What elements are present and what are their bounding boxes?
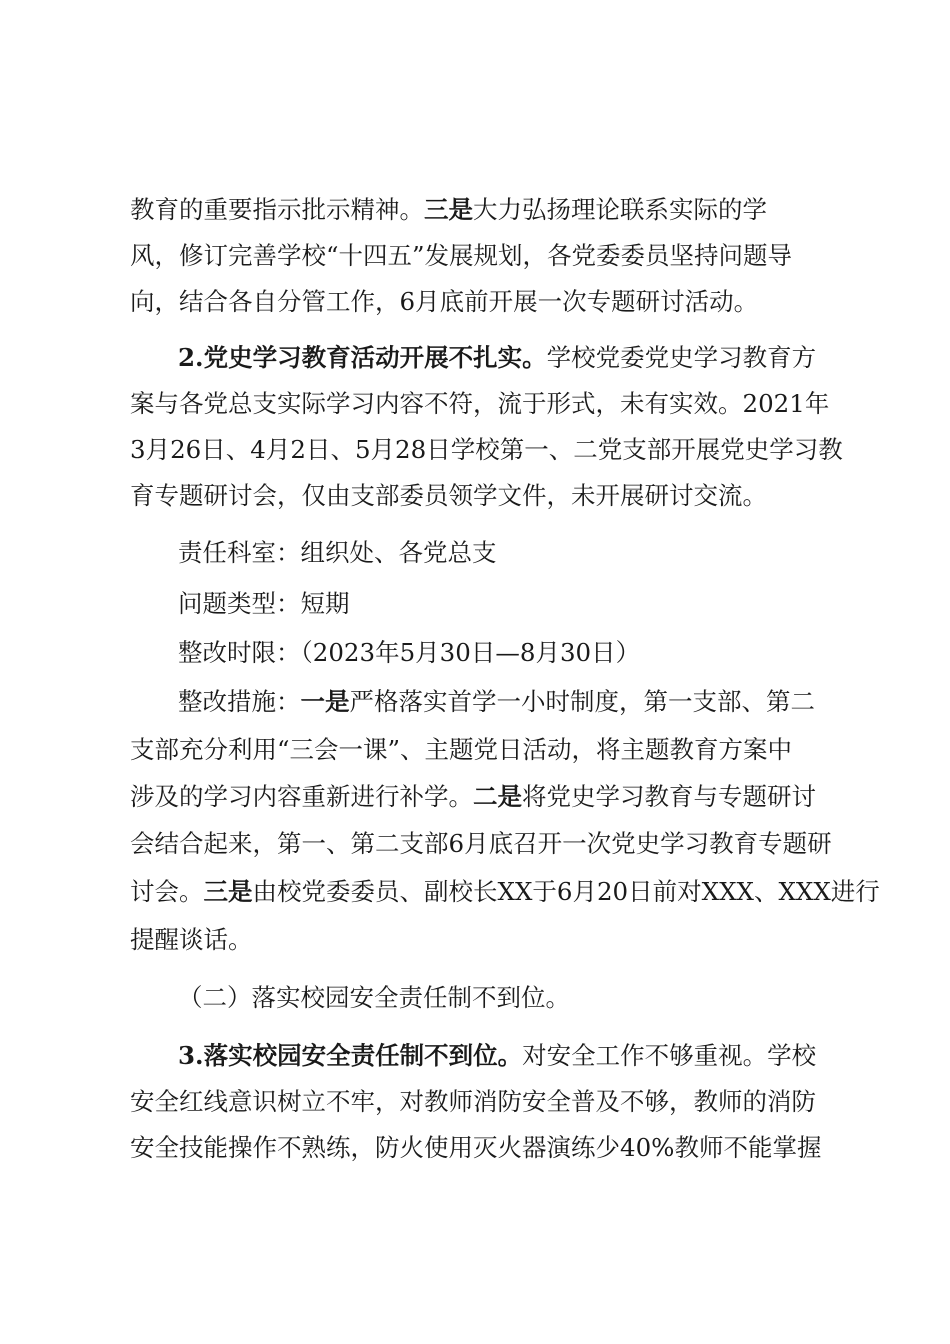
text-line: 安全技能操作不熟练，防火使用灭火器演练少40%教师不能掌握 [130, 1133, 822, 1162]
text-line: 教育的重要指示批示精神。三是大力弘扬理论联系实际的学 [130, 195, 767, 224]
responsible-dept-line: 责任科室：组织处、各党总支 [178, 538, 497, 567]
text-line: 向，结合各自分管工作，6月底前开展一次专题研讨活动。 [130, 287, 759, 316]
text-line: 提醒谈话。 [130, 925, 253, 954]
text-line: 育专题研讨会，仅由支部委员领学文件，未开展研讨交流。 [130, 481, 767, 510]
measures-line: 整改措施：一是严格落实首学一小时制度，第一支部、第二 [178, 687, 815, 716]
subsection-heading: （二）落实校园安全责任制不到位。 [178, 983, 570, 1012]
section-heading-line: 3.落实校园安全责任制不到位。对安全工作不够重视。学校 [178, 1041, 817, 1070]
text-line: 支部充分利用“三会一课”、主题党日活动，将主题教育方案中 [130, 735, 793, 764]
text-line: 风，修订完善学校“十四五”发展规划，各党委委员坚持问题导 [130, 241, 793, 270]
text-line: 案与各党总支实际学习内容不符，流于形式，未有实效。2021年 [130, 389, 830, 418]
section-heading-line: 2.党史学习教育活动开展不扎实。学校党委党史学习教育方 [178, 343, 817, 372]
text-line: 安全红线意识树立不牢，对教师消防安全普及不够，教师的消防 [130, 1087, 816, 1116]
text-line: 讨会。三是由校党委委员、副校长XX于6月20日前对XXX、XXX进行 [130, 877, 880, 906]
text-line: 涉及的学习内容重新进行补学。二是将党史学习教育与专题研讨 [130, 782, 816, 811]
text-line: 会结合起来，第一、第二支部6月底召开一次党史学习教育专题研 [130, 829, 832, 858]
deadline-line: 整改时限：（2023年5月30日—8月30日） [178, 638, 641, 667]
text-line: 3月26日、4月2日、5月28日学校第一、二党支部开展党史学习教 [130, 435, 843, 464]
problem-type-line: 问题类型：短期 [178, 589, 350, 618]
